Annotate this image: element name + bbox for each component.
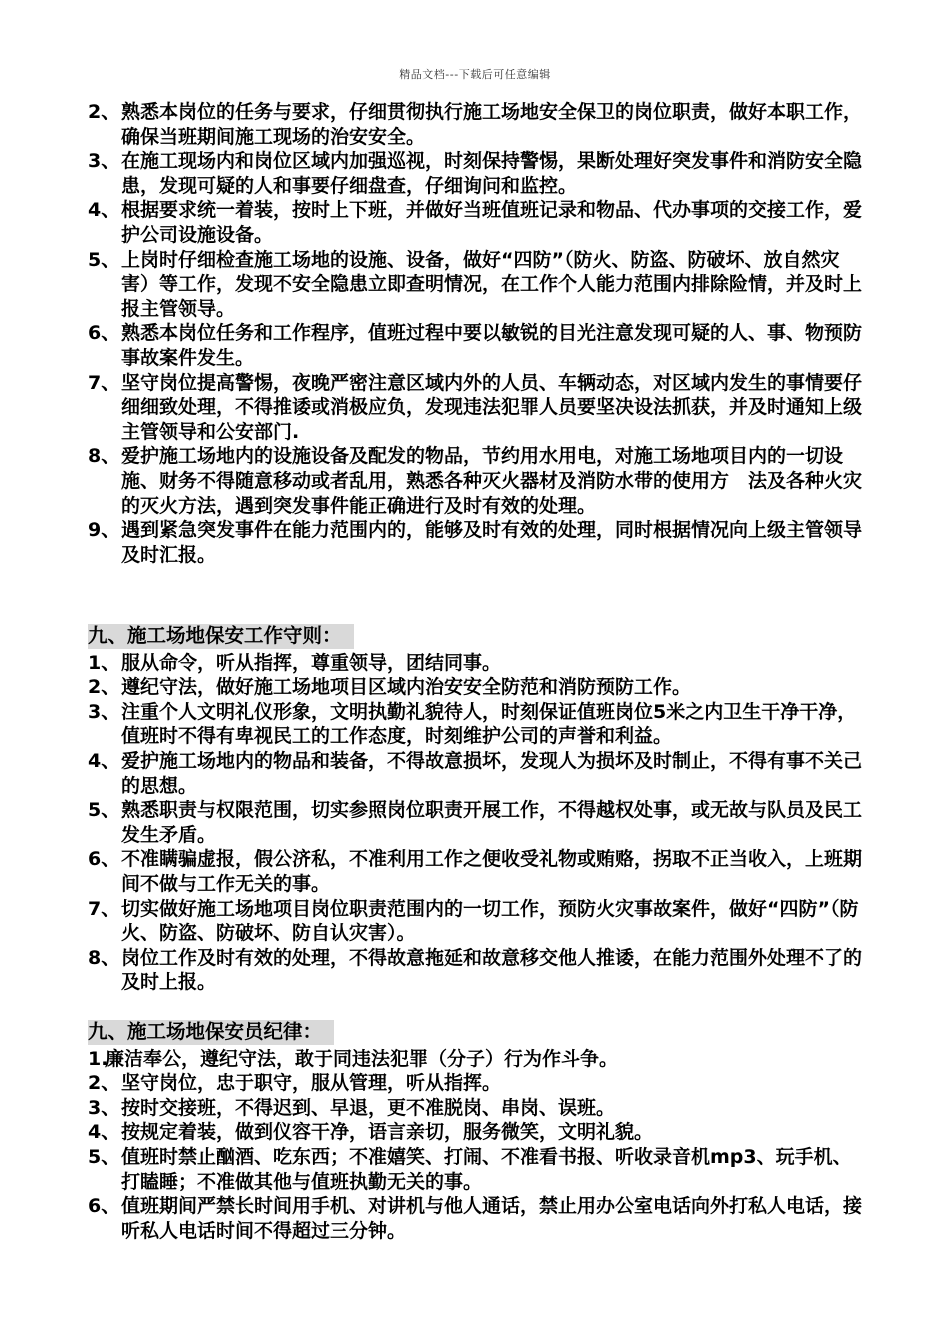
- list-item: [88, 1194, 864, 1243]
- item-number: 2、: [88, 101, 121, 123]
- list-item: [88, 700, 864, 749]
- list-item: [88, 321, 864, 370]
- item-number: 8、: [88, 946, 121, 969]
- item-text: 遵纪守法，做好施工场地项目区域内治安安全防范和消防预防工作。: [121, 676, 692, 699]
- item-number: 6、: [88, 848, 121, 871]
- section-discipline: [88, 1020, 864, 1243]
- list-item: [88, 651, 864, 676]
- list-item: [88, 100, 864, 149]
- item-text: 熟悉本岗位任务和工作程序，值班过程中要以敏锐的目光注意发现可疑的人、事、物预防事故案件发生。: [121, 322, 863, 369]
- item-number: 4、: [88, 1121, 121, 1144]
- item-number: 9、: [88, 519, 121, 542]
- item-text: 熟悉职责与权限范围，切实参照岗位职责开展工作，不得越权处事，或无故与队员及民工发生矛盾。: [121, 799, 863, 846]
- list-item: [88, 444, 864, 518]
- item-number: 2、: [88, 676, 121, 699]
- item-text: 注重个人文明礼仪形象，文明执勤礼貌待人，时刻保证值班岗位5米之内卫生干净干净，值班时不得有卑视民工的工作态度，时刻维护公司的声誉和利益。: [121, 700, 857, 748]
- item-number: 5、: [88, 799, 121, 822]
- item-text: 值班时禁止酗酒、吃东西；不准嬉笑、打闹、不准看书报、听收录音机mp3、玩手机、打瞌睡；不准做其他与值班执勤无关的事。: [121, 1145, 852, 1193]
- list-item: [88, 149, 864, 198]
- item-text: 按规定着装，做到仪容干净，语言亲切，服务微笑，文明礼貌。: [121, 1121, 654, 1144]
- item-number: 3、: [88, 700, 121, 723]
- item-number: 3、: [88, 1096, 121, 1119]
- list-item: [88, 518, 864, 567]
- list-item: [88, 749, 864, 798]
- item-number: 1、: [88, 651, 121, 674]
- item-text: 切实做好施工场地项目岗位职责范围内的一切工作，预防火灾事故案件，做好“四防”（防火、防盗、防破坏、防自认灾害）。: [121, 897, 859, 945]
- item-number: 7、: [88, 897, 121, 920]
- list-item: [88, 248, 864, 322]
- section-work-rules: [88, 624, 864, 995]
- item-text: 在施工现场内和岗位区域内加强巡视，时刻保持警惕，果断处理好突发事件和消防安全隐患，发现可疑的人和事要仔细盘查，仔细询问和监控。: [121, 150, 863, 197]
- item-number: 5、: [88, 1145, 121, 1168]
- list-item: [88, 1071, 864, 1096]
- item-text: 不准瞒骗虚报，假公济私，不准利用工作之便收受礼物或贿赂，拐取不正当收入，上班期间不做与工作无关的事。: [121, 848, 863, 895]
- list-item: [88, 1120, 864, 1145]
- item-text: 爱护施工场地内的物品和装备，不得故意损坏，发现人为损坏及时制止，不得有事不关己的思想。: [121, 749, 863, 797]
- item-number: 4、: [88, 199, 121, 222]
- item-text: 坚守岗位，忠于职守，服从管理，听从指挥。: [121, 1072, 502, 1095]
- item-text: 服从命令，听从指挥，尊重领导，团结同事。: [121, 651, 502, 674]
- item-number: 1.: [88, 1047, 109, 1070]
- section-heading: 九、施工场地保安工作守则：: [88, 624, 354, 649]
- page-header: 精品文档---下载后可任意编辑: [399, 68, 551, 81]
- item-number: 3、: [88, 150, 121, 173]
- list-item: [88, 1145, 864, 1194]
- item-number: 5、: [88, 248, 121, 271]
- item-text: 坚守岗位提高警惕，夜晚严密注意区域内外的人员、车辆动态，对区域内发生的事情要仔细细致处理，不得推诿或消极应负，发现违法犯罪人员要坚决设法抓获，并及时通知上级主管领导和公安部门.: [121, 371, 863, 443]
- item-text: 按时交接班，不得迟到、早退，更不准脱岗、串岗、误班。: [121, 1096, 616, 1119]
- item-text: 熟悉本岗位的任务与要求，仔细贯彻执行施工场地安全保卫的岗位职责，做好本职工作，确保当班期间施工现场的治安安全。: [121, 101, 863, 148]
- list-item: [88, 847, 864, 896]
- item-text: 岗位工作及时有效的处理，不得故意拖延和故意移交他人推诿，在能力范围外处理不了的及时上报。: [121, 946, 863, 994]
- item-text: 廉洁奉公，遵纪守法，敢于同违法犯罪（分子）行为作斗争。: [105, 1047, 619, 1070]
- list-item: [88, 1096, 864, 1121]
- item-text: 值班期间严禁长时间用手机、对讲机与他人通话，禁止用办公室电话向外打私人电话，接听私人电话时间不得超过三分钟。: [121, 1195, 863, 1242]
- item-number: 4、: [88, 749, 121, 772]
- list-item: [88, 1047, 864, 1072]
- list-item: [88, 371, 864, 445]
- item-number: 6、: [88, 1195, 121, 1218]
- list-item: [88, 198, 864, 247]
- list-item: [88, 946, 864, 995]
- item-text: 爱护施工场地内的设施设备及配发的物品，节约用水用电，对施工场地项目内的一切设施、财务不得随意移动或者乱用，熟悉各种灭火器材及消防水带的使用方 法及各种火灾的灭火方法，遇到突发事件能正确进行及时有效的处理。: [121, 445, 863, 517]
- item-number: 6、: [88, 322, 121, 345]
- item-text: 根据要求统一着装，按时上下班，并做好当班值班记录和物品、代办事项的交接工作，爱护公司设施设备。: [121, 199, 863, 246]
- item-text: 遇到紧急突发事件在能力范围内的，能够及时有效的处理，同时根据情况向上级主管领导及时汇报。: [121, 519, 863, 566]
- item-number: 7、: [88, 371, 121, 394]
- section-duties: [88, 100, 864, 567]
- list-item: [88, 675, 864, 700]
- item-number: 8、: [88, 445, 121, 468]
- list-item: [88, 897, 864, 946]
- section-heading: 九、施工场地保安员纪律：: [88, 1020, 334, 1045]
- item-text: 上岗时仔细检查施工场地的设施、设备，做好“四防”（防火、防盗、防破坏、放自然灾害）等工作，发现不安全隐患立即查明情况，在工作个人能力范围内排除险情，并及时上报主管领导。: [121, 248, 863, 320]
- list-item: [88, 798, 864, 847]
- item-number: 2、: [88, 1072, 121, 1095]
